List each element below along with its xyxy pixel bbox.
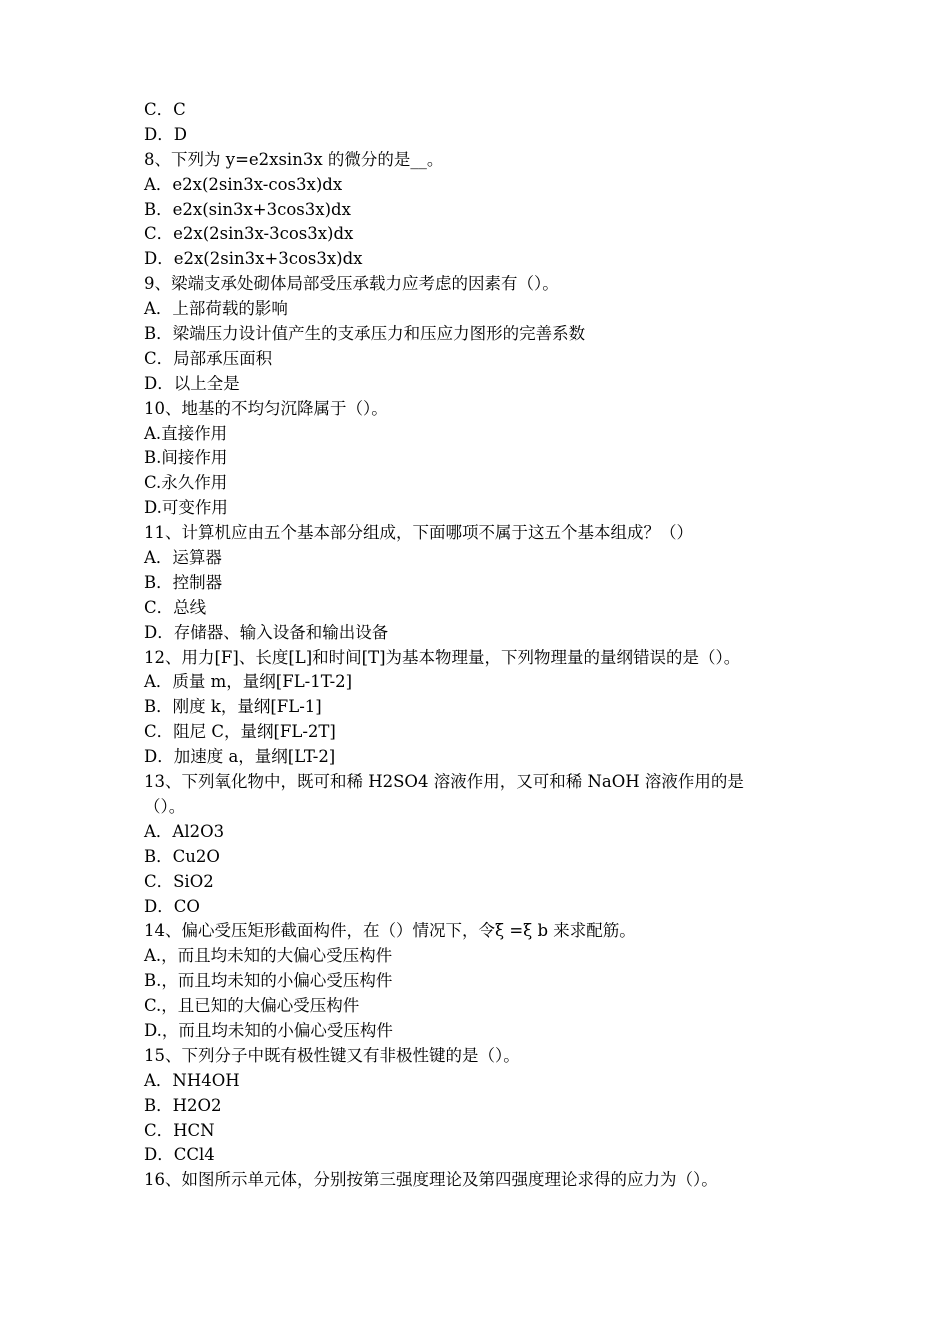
option-line: D．CCl4 [144,1145,215,1165]
option-line: C．局部承压面积 [144,348,273,368]
option-line: C．SiO2 [144,871,214,891]
option-line: A.直接作用 [144,423,228,443]
option-line: C．阻尼 C，量纲[FL-2T] [144,722,336,742]
option-line: D．存储器、输入设备和输出设备 [144,622,389,642]
option-line: C.永久作用 [144,473,228,493]
option-line: D．CO [144,896,200,916]
question-line: 12、用力[F]、长度[L]和时间[T]为基本物理量，下列物理量的量纲错误的是（）。 [144,647,741,667]
option-line: A．质量 m，量纲[FL-1T-2] [144,672,353,692]
option-line: C．e2x(2sin3x-3cos3x)dx [144,224,354,244]
option-line: A．NH4OH [144,1070,240,1090]
question-line: 11、计算机应由五个基本部分组成，下面哪项不属于这五个基本组成？（） [144,523,693,543]
option-line: C．C [144,100,186,119]
option-line: B.间接作用 [144,448,228,468]
option-line: B.，而且均未知的小偏心受压构件 [144,971,393,991]
option-line: B．e2x(sin3x+3cos3x)dx [144,199,351,219]
question-line: 8、下列为 y=e2xsin3x 的微分的是__。 [144,149,444,169]
option-line: A.，而且均未知的大偏心受压构件 [144,946,393,966]
option-line: B．梁端压力设计值产生的支承压力和压应力图形的完善系数 [144,324,586,344]
option-line: C．HCN [144,1120,215,1140]
question-line: 14、偏心受压矩形截面构件，在（）情况下，令ξ =ξ b 来求配筋。 [144,921,636,941]
option-line: A．Al2O3 [144,821,225,841]
question-line: 16、如图所示单元体，分别按第三强度理论及第四强度理论求得的应力为（）。 [144,1170,718,1190]
option-line: B．H2O2 [144,1095,222,1115]
question-line: 9、梁端支承处砌体局部受压承载力应考虑的因素有（）。 [144,274,559,294]
option-line: D.可变作用 [144,498,228,518]
question-line: 13、下列氧化物中，既可和稀 H2SO4 溶液作用，又可和稀 NaOH 溶液作用的是 [144,772,744,792]
option-line: A．e2x(2sin3x-cos3x)dx [144,174,343,194]
question-line-continued: （）。 [144,796,186,816]
question-line: 15、下列分子中既有极性键又有非极性键的是（）。 [144,1045,520,1065]
option-line: A．上部荷载的影响 [144,299,288,319]
question-text-block [144,98,816,1193]
option-line: D.，而且均未知的小偏心受压构件 [144,1020,393,1040]
option-line: D．以上全是 [144,373,240,393]
option-line: D．e2x(2sin3x+3cos3x)dx [144,249,363,269]
option-line: C．总线 [144,597,207,617]
option-line: B．控制器 [144,572,223,592]
option-line: D．加速度 a，量纲[LT-2] [144,747,336,767]
option-line: C.，且已知的大偏心受压构件 [144,996,360,1016]
option-line: A．运算器 [144,548,222,568]
question-line: 10、地基的不均匀沉降属于（）。 [144,398,388,418]
option-line: B．刚度 k，量纲[FL-1] [144,697,322,717]
option-line: B．Cu2O [144,846,220,866]
option-line: D．D [144,124,187,144]
